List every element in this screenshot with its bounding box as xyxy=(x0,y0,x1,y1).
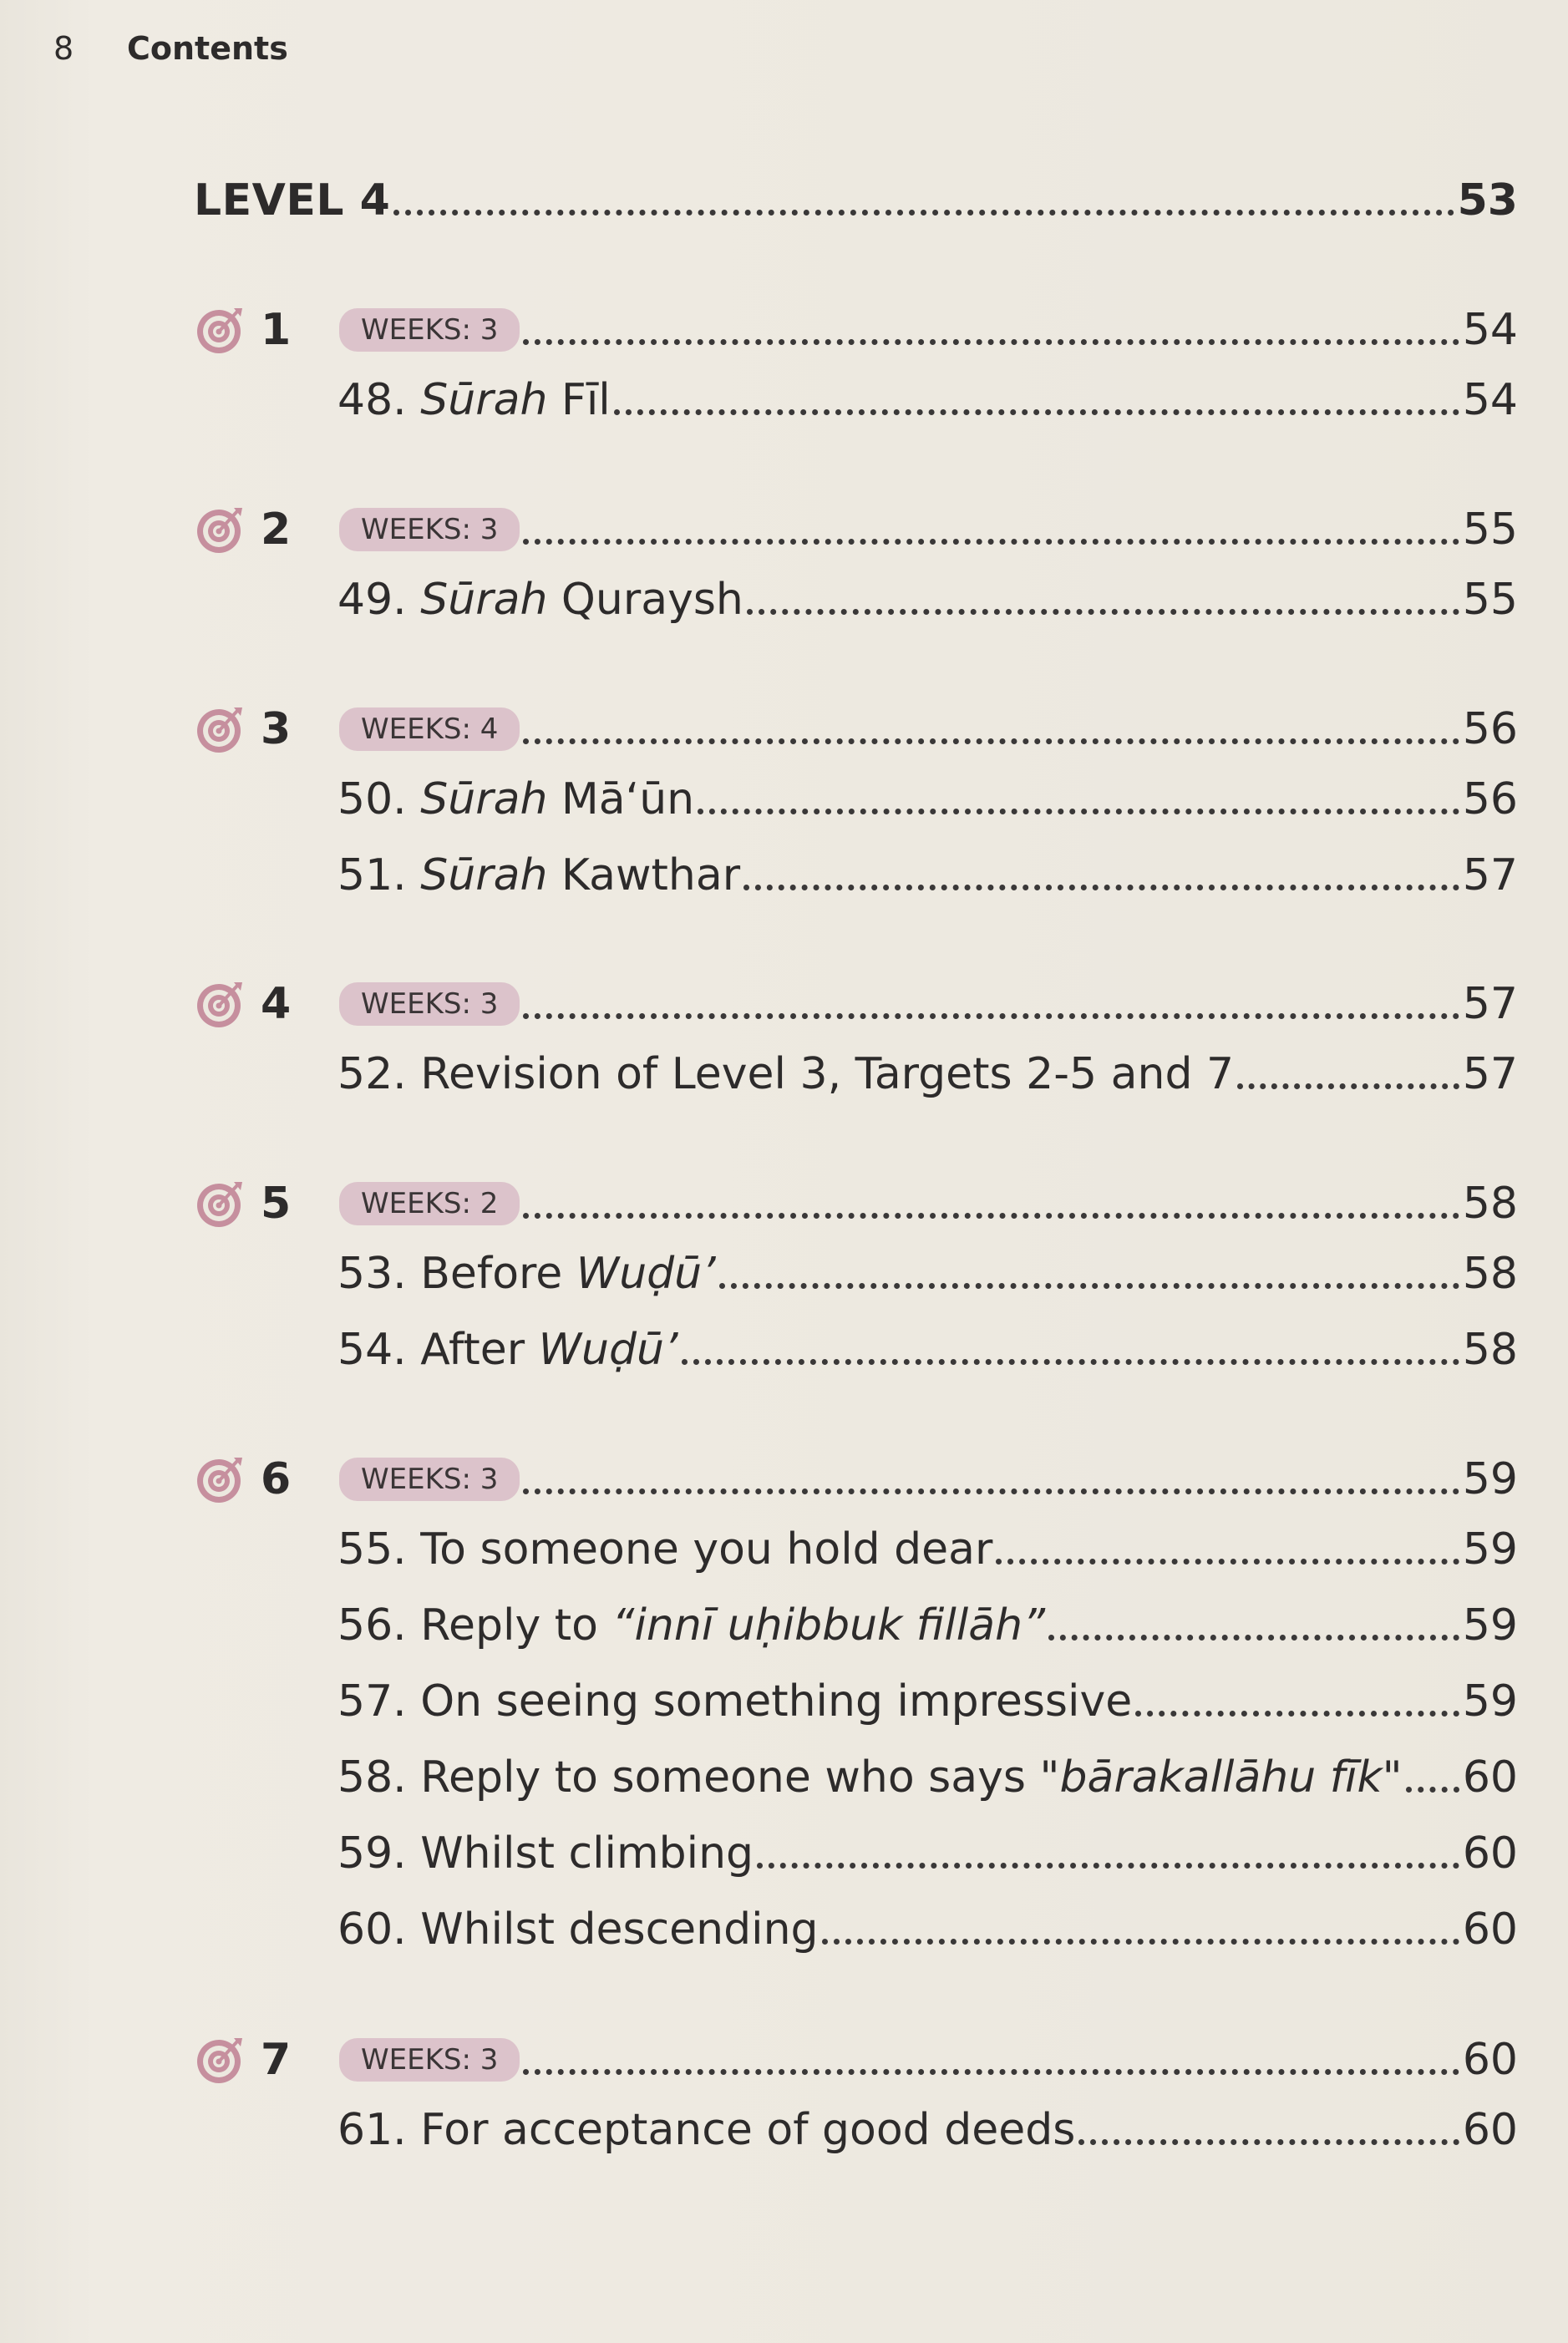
entry-title xyxy=(337,1325,678,1375)
page-ref: 60 xyxy=(1462,1904,1518,1955)
page-ref: 58 xyxy=(1462,1179,1518,1229)
toc-entry[interactable] xyxy=(337,1600,1518,1651)
target-icon xyxy=(194,303,247,357)
target-row[interactable] xyxy=(194,704,1518,754)
toc-entry[interactable] xyxy=(337,850,1518,900)
toc-entry[interactable] xyxy=(337,1904,1518,1955)
entry-title-italic: Sūrah xyxy=(420,375,548,425)
dot-leader xyxy=(1406,1787,1459,1793)
page-ref: 60 xyxy=(1462,1752,1518,1803)
dot-leader xyxy=(523,1013,1459,1019)
weeks-badge: WEEKS: 3 xyxy=(339,1458,520,1501)
entry-title-prefix: 50. xyxy=(337,774,421,824)
toc-entry[interactable] xyxy=(337,575,1518,625)
entry-title xyxy=(337,1049,1234,1099)
page-ref: 53 xyxy=(1457,175,1518,226)
weeks-badge: WEEKS: 3 xyxy=(339,508,520,551)
running-head xyxy=(53,30,288,67)
dot-leader xyxy=(523,339,1459,345)
entry-title-prefix: 49. xyxy=(337,575,421,625)
entry-title xyxy=(337,1600,1045,1651)
page-ref: 60 xyxy=(1462,2105,1518,2155)
dot-leader xyxy=(747,609,1459,615)
entry-title xyxy=(337,2105,1075,2155)
entry-title xyxy=(337,1752,1403,1803)
toc-entry[interactable] xyxy=(337,1049,1518,1099)
toc-entry[interactable] xyxy=(337,1249,1518,1299)
page-ref: 58 xyxy=(1462,1325,1518,1375)
entry-title-prefix: 53. Before xyxy=(337,1249,576,1299)
entry-title xyxy=(337,850,740,900)
page-ref: 56 xyxy=(1462,704,1518,754)
level-title: LEVEL 4 xyxy=(194,175,391,226)
target-number: 5 xyxy=(261,1179,292,1229)
page-ref: 59 xyxy=(1462,1454,1518,1504)
weeks-badge: WEEKS: 3 xyxy=(339,308,520,352)
entry-title xyxy=(337,1904,819,1955)
page-ref: 54 xyxy=(1462,375,1518,425)
page-ref: 60 xyxy=(1462,2035,1518,2085)
target-row[interactable] xyxy=(194,979,1518,1029)
entry-title-rest: Quraysh xyxy=(547,575,743,625)
entry-title-italic: Sūrah xyxy=(420,575,548,625)
dot-leader xyxy=(719,1283,1459,1289)
entry-title-prefix: 51. xyxy=(337,850,421,900)
target-number: 3 xyxy=(261,704,292,754)
toc-entry[interactable] xyxy=(337,774,1518,824)
entry-title xyxy=(337,1828,754,1879)
toc-entry[interactable] xyxy=(337,375,1518,425)
page-number: 8 xyxy=(53,30,74,67)
dot-leader xyxy=(1078,2139,1459,2145)
page-ref: 55 xyxy=(1462,575,1518,625)
dot-leader xyxy=(614,409,1459,415)
target-icon xyxy=(194,2033,247,2087)
entry-title-prefix: 52. Revision of Level 3, Targets 2-5 and 7 xyxy=(337,1049,1235,1099)
dot-leader xyxy=(1135,1711,1459,1717)
entry-title-prefix: 60. Whilst descending xyxy=(337,1904,819,1955)
dot-leader xyxy=(523,539,1459,545)
target-row[interactable] xyxy=(194,505,1518,555)
dot-leader xyxy=(822,1939,1459,1945)
weeks-badge: WEEKS: 4 xyxy=(339,707,520,751)
dot-leader xyxy=(757,1863,1459,1869)
weeks-badge: WEEKS: 2 xyxy=(339,1182,520,1225)
target-row[interactable] xyxy=(194,1454,1518,1504)
entry-title-prefix: 58. Reply to someone who says " xyxy=(337,1752,1060,1803)
entry-title-italic: “innī uḥibbuk fillāh” xyxy=(611,1600,1046,1651)
entry-title-prefix: 54. After xyxy=(337,1325,539,1375)
entry-title-prefix: 56. Reply to xyxy=(337,1600,612,1651)
target-number: 4 xyxy=(261,979,292,1029)
dot-leader xyxy=(698,809,1459,814)
entry-title-rest: Fīl xyxy=(547,375,611,425)
target-number: 6 xyxy=(261,1454,292,1504)
entry-title-italic: Sūrah xyxy=(420,774,548,824)
page-ref: 59 xyxy=(1462,1676,1518,1727)
page-ref: 57 xyxy=(1462,979,1518,1029)
entry-title-prefix: 57. On seeing something impressive xyxy=(337,1676,1133,1727)
page-ref: 58 xyxy=(1462,1249,1518,1299)
target-number: 2 xyxy=(261,505,292,555)
target-icon xyxy=(194,702,247,756)
page-ref: 59 xyxy=(1462,1524,1518,1575)
dot-leader xyxy=(523,1488,1459,1494)
page-ref: 57 xyxy=(1462,1049,1518,1099)
entry-title-prefix: 59. Whilst climbing xyxy=(337,1828,754,1879)
dot-leader xyxy=(523,738,1459,744)
dot-leader xyxy=(1048,1635,1459,1641)
weeks-badge: WEEKS: 3 xyxy=(339,982,520,1026)
toc-entry[interactable] xyxy=(337,1752,1518,1803)
entry-title xyxy=(337,1524,992,1575)
page-ref: 56 xyxy=(1462,774,1518,824)
entry-title xyxy=(337,1249,716,1299)
target-row[interactable] xyxy=(194,305,1518,355)
target-row[interactable] xyxy=(194,1179,1518,1229)
section-title: Contents xyxy=(127,30,288,67)
page-ref: 59 xyxy=(1462,1600,1518,1651)
dot-leader xyxy=(996,1559,1459,1565)
entry-title-rest: Kawthar xyxy=(547,850,741,900)
page-ref: 60 xyxy=(1462,1828,1518,1879)
target-number: 1 xyxy=(261,305,292,355)
dot-leader xyxy=(682,1359,1459,1365)
entry-title-italic: Sūrah xyxy=(420,850,548,900)
entry-title-italic: bārakallāhu fīk xyxy=(1059,1752,1383,1803)
entry-title-rest: " xyxy=(1382,1752,1403,1803)
entry-title-prefix: 61. For acceptance of good deeds xyxy=(337,2105,1076,2155)
entry-title-rest: Mā‘ūn xyxy=(547,774,695,824)
target-icon xyxy=(194,503,247,556)
entry-title-italic: Wuḍū’ xyxy=(576,1249,716,1299)
entry-title-prefix: 55. To someone you hold dear xyxy=(337,1524,993,1575)
target-number: 7 xyxy=(261,2035,292,2085)
toc-entry[interactable] xyxy=(337,1828,1518,1879)
target-icon xyxy=(194,1177,247,1230)
dot-leader xyxy=(523,1213,1459,1219)
toc-entry[interactable] xyxy=(337,1524,1518,1575)
entry-title xyxy=(337,1676,1132,1727)
toc-entry[interactable] xyxy=(337,1676,1518,1727)
toc-entry[interactable] xyxy=(337,1325,1518,1375)
dot-leader xyxy=(743,885,1459,890)
page-ref: 54 xyxy=(1462,305,1518,355)
target-icon xyxy=(194,1453,247,1506)
level-heading-row[interactable] xyxy=(194,175,1518,226)
entry-title-prefix: 48. xyxy=(337,375,421,425)
toc-entry[interactable] xyxy=(337,2105,1518,2155)
entry-title xyxy=(337,774,694,824)
entry-title xyxy=(337,575,743,625)
page-ref: 55 xyxy=(1462,505,1518,555)
dot-leader xyxy=(393,210,1454,216)
dot-leader xyxy=(1237,1083,1459,1089)
weeks-badge: WEEKS: 3 xyxy=(339,2038,520,2082)
entry-title xyxy=(337,375,611,425)
dot-leader xyxy=(523,2069,1459,2075)
target-row[interactable] xyxy=(194,2035,1518,2085)
page-ref: 57 xyxy=(1462,850,1518,900)
entry-title-italic: Wuḍū’ xyxy=(538,1325,678,1375)
target-icon xyxy=(194,977,247,1031)
